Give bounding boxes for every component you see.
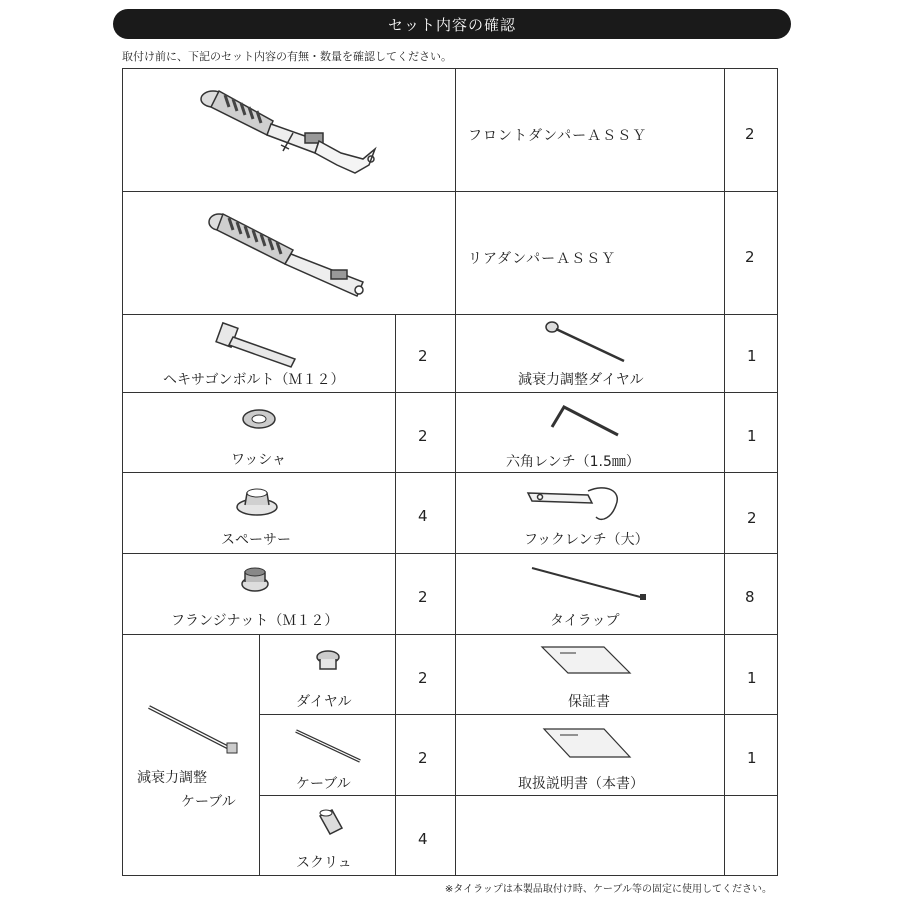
tie-wrap-name: タイラップ [550,613,620,629]
rear-damper-icon [123,192,457,316]
washer-qty: 2 [418,427,428,445]
washer-qty-cell [395,392,456,473]
rear-damper-name: リアダンパーＡＳＳＹ [468,251,617,267]
flange-nut-qty-cell [395,553,456,635]
section-title [113,9,791,39]
cable-icon [123,635,261,877]
spacer-qty: 4 [418,507,428,525]
rear-damper-name-cell [455,191,725,315]
rear-damper-qty-cell [724,191,778,315]
spacer-name: スペーサー [221,532,291,548]
hook-wrench-image-cell [455,472,725,554]
dial-qty: 2 [418,669,428,687]
footnote: ※タイラップは本製品取付け時、ケーブル等の固定に使用してください。 [444,884,772,895]
damping-dial-image-cell [455,314,725,393]
manual-name: 取扱説明書（本書） [518,776,644,792]
screw-image-cell [259,795,396,876]
front-damper-image-cell [122,68,456,192]
empty-cell-right [455,795,725,876]
front-damper-qty-cell [724,68,778,192]
warranty-qty: 1 [747,669,757,687]
hex-wrench-image-cell [455,392,725,473]
warranty-qty-cell [724,634,778,715]
section-title-text: セット内容の確認 [387,15,516,34]
manual-qty-cell [724,714,778,796]
screw-qty-cell [395,795,456,876]
hex-bolt-qty: 2 [418,347,428,365]
flange-nut-name: フランジナット（Ｍ１２） [171,613,339,629]
washer-name: ワッシャ [231,452,287,468]
intro-text: 取付け前に、下記のセット内容の有無・数量を確認してください。 [122,50,452,63]
front-damper-icon [123,69,457,193]
damping-dial-qty-cell [724,314,778,393]
warranty-name: 保証書 [568,694,610,710]
hook-wrench-qty: 2 [747,509,757,527]
tie-wrap-qty: 8 [745,588,755,606]
washer-image-cell [122,392,396,473]
dial-name: ダイヤル [296,694,352,710]
cable-name: ケーブル [296,776,351,792]
dial-qty-cell [395,634,456,715]
flange-nut-image-cell [122,553,396,635]
cable-group-cell [122,634,260,876]
manual-qty: 1 [747,749,757,767]
cable-qty-cell [395,714,456,796]
screw-qty: 4 [418,830,428,848]
hex-bolt-name: ヘキサゴンボルト（Ｍ１２） [163,372,345,388]
rear-damper-image-cell [122,191,456,315]
tie-wrap-qty-cell [724,553,778,635]
spacer-qty-cell [395,472,456,554]
cable-qty: 2 [418,749,428,767]
cable-group-name-line2: ケーブル [181,794,236,810]
flange-nut-qty: 2 [418,588,428,606]
hook-wrench-qty-cell [724,472,778,554]
hex-wrench-name: 六角レンチ（1.5㎜） [506,454,640,470]
manual-image-cell [455,714,725,796]
spacer-image-cell [122,472,396,554]
hex-wrench-qty-cell [724,392,778,473]
damping-dial-name: 減衰力調整ダイヤル [518,372,644,388]
front-damper-name: フロントダンパーＡＳＳＹ [468,128,648,144]
empty-cell-qty [724,795,778,876]
hex-bolt-image-cell [122,314,396,393]
tie-wrap-image-cell [455,553,725,635]
cable-image-cell [259,714,396,796]
front-damper-qty: 2 [745,125,755,143]
front-damper-name-cell [455,68,725,192]
hex-bolt-qty-cell [395,314,456,393]
cable-group-name-line1: 減衰力調整 [137,770,207,786]
screw-name: スクリュ [296,855,352,871]
warranty-image-cell [455,634,725,715]
dial-image-cell [259,634,396,715]
hook-wrench-name: フックレンチ（大） [524,532,649,548]
hex-wrench-qty: 1 [747,427,757,445]
rear-damper-qty: 2 [745,248,755,266]
damping-dial-qty: 1 [747,347,757,365]
